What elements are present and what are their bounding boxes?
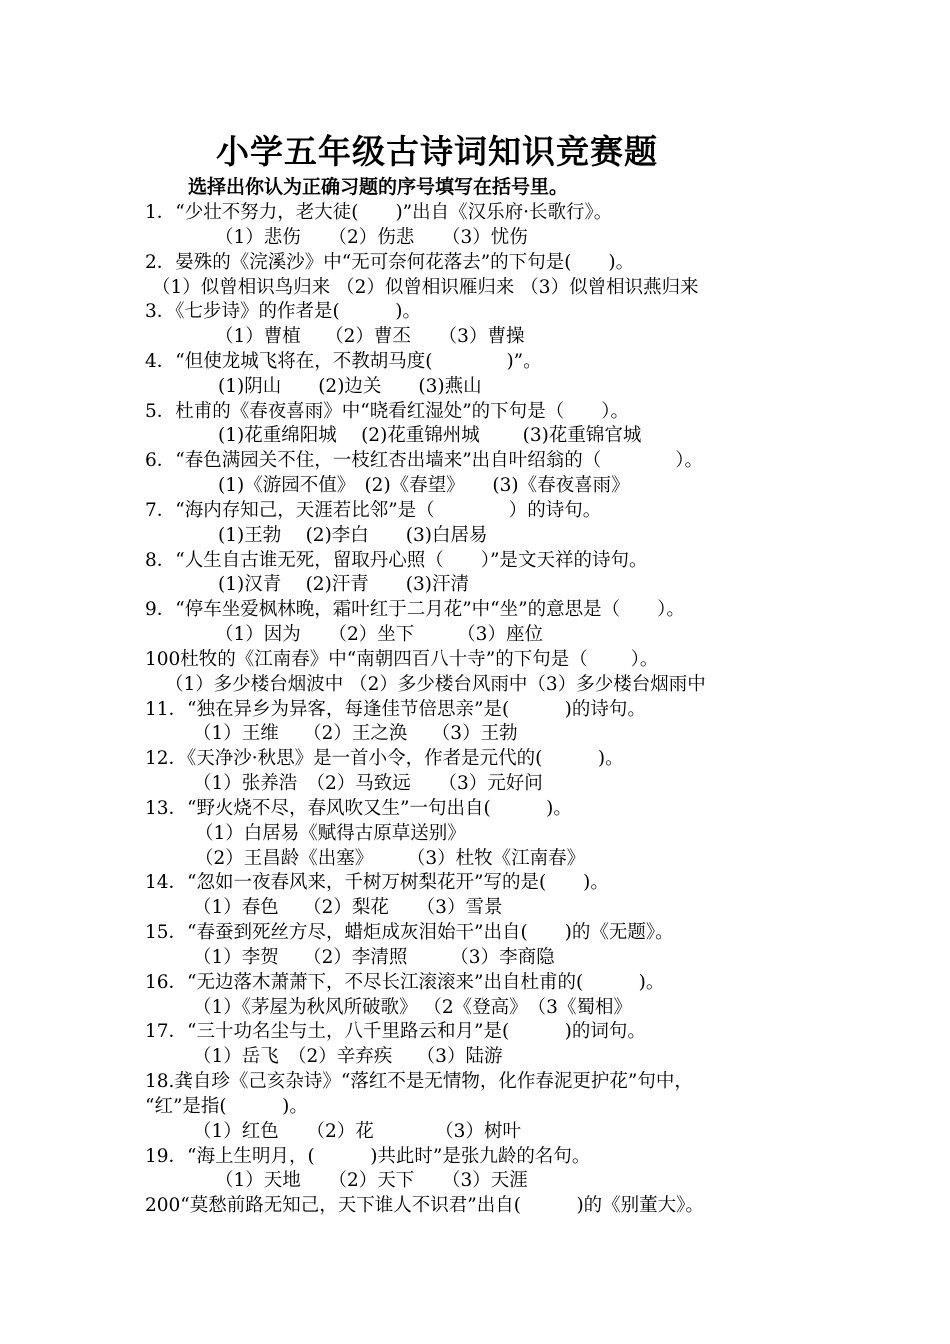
question-2-options: （1）似曾相识鸟归来 （2）似曾相识雁归来 （3）似曾相识燕归来 bbox=[152, 277, 699, 298]
question-17: 17．“三十功名尘与土，八千里路云和月”是( )的词句。 bbox=[145, 1021, 646, 1042]
question-19: 19．“海上生明月，( )共此时”是张九龄的名句。 bbox=[145, 1146, 591, 1167]
question-6-options: (1)《游园不值》 (2)《春望》 (3)《春夜喜雨》 bbox=[218, 475, 630, 496]
question-9: 9．“停车坐爱枫林晚，霜叶红于二月花”中“坐”的意思是（ ）。 bbox=[145, 599, 685, 620]
question-8: 8．“人生自古谁无死，留取丹心照（ ）”是文天祥的诗句。 bbox=[145, 550, 648, 571]
question-12-options: （1）张养浩 （2）马致远 （3）元好问 bbox=[193, 773, 543, 794]
question-5-options: (1)花重绵阳城 (2)花重锦州城 (3)花重锦官城 bbox=[218, 425, 642, 446]
question-4: 4．“但使龙城飞将在，不教胡马度( )”。 bbox=[145, 351, 542, 372]
question-6: 6．“春色满园关不住，一枝红杏出墙来”出自叶绍翁的（ ）。 bbox=[145, 450, 703, 471]
question-18-options: （1）红色 （2）花 （3）树叶 bbox=[193, 1121, 521, 1142]
page-title: 小学五年级古诗词知识竞赛题 bbox=[216, 132, 658, 171]
question-19-options: （1）天地 （2）天下 （3）天涯 bbox=[215, 1170, 528, 1191]
question-15: 15．“春蚕到死丝方尽，蜡炬成灰泪始干”出自( )的《无题》。 bbox=[145, 922, 674, 943]
question-3: 3．《七步诗》的作者是( )。 bbox=[145, 301, 421, 322]
question-12: 12．《天净沙·秋思》是一首小令，作者是元代的( )。 bbox=[145, 748, 624, 769]
question-8-options: (1)汉青 (2)汗青 (3)汗清 bbox=[218, 574, 469, 595]
instruction-text: 选择出你认为正确习题的序号填写在括号里。 bbox=[188, 176, 569, 198]
question-17-options: （1）岳飞 （2）辛弃疾 （3）陆游 bbox=[193, 1046, 503, 1067]
question-15-options: （1）李贺 （2）李清照 （3）李商隐 bbox=[193, 947, 555, 968]
question-16-options: （1）《茅屋为秋风所破歌》 （2《登高》 （3《蜀相》 bbox=[193, 997, 632, 1018]
question-13-option-1: （1）白居易《赋得古原草送别》 bbox=[195, 823, 466, 844]
question-18: 18.龚自珍《己亥杂诗》“落红不是无情物，化作春泥更护花”句中， bbox=[145, 1071, 693, 1092]
question-1-options: （1）悲伤 （2）伤悲 （3）忧伤 bbox=[215, 227, 528, 248]
question-10: 100杜牧的《江南春》中“南朝四百八十寺”的下句是（ ）。 bbox=[145, 649, 659, 670]
question-5: 5．杜甫的《春夜喜雨》中“晓看红湿处”的下句是（ ）。 bbox=[145, 401, 629, 422]
question-14: 14．“忽如一夜春风来，千树万树梨花开”写的是( )。 bbox=[145, 872, 609, 893]
question-3-options: （1）曹植 （2）曹丕 （3）曹操 bbox=[215, 326, 525, 347]
question-18-continued: “红”是指( )。 bbox=[145, 1096, 308, 1117]
question-11: 11．“独在异乡为异客，每逢佳节倍思亲”是( )的诗句。 bbox=[145, 699, 646, 720]
question-1: 1．“少壮不努力，老大徒( )”出自《汉乐府·长歌行》。 bbox=[145, 202, 613, 223]
question-7: 7．“海内存知己，天涯若比邻”是（ ）的诗句。 bbox=[145, 500, 602, 521]
question-7-options: (1)王勃 (2)李白 (3)白居易 bbox=[218, 525, 488, 546]
question-20: 200“莫愁前路无知己，天下谁人不识君”出自( )的《别董大》。 bbox=[145, 1195, 704, 1216]
question-4-options: (1)阴山 (2)边关 (3)燕山 bbox=[218, 376, 482, 397]
question-14-options: （1）春色 （2）梨花 （3）雪景 bbox=[193, 897, 503, 918]
question-13: 13．“野火烧不尽，春风吹又生”一句出自( )。 bbox=[145, 798, 572, 819]
question-2: 2．晏殊的《浣溪沙》中“无可奈何花落去”的下句是( )。 bbox=[145, 252, 635, 273]
question-11-options: （1）王维 （2）王之涣 （3）王勃 bbox=[193, 723, 518, 744]
question-13-options-2-3: （2）王昌龄《出塞》 （3）杜牧《江南春》 bbox=[195, 848, 586, 869]
question-9-options: （1）因为 （2）坐下 （3）座位 bbox=[215, 624, 543, 645]
question-10-options: （1）多少楼台烟波中 （2）多少楼台风雨中（3）多少楼台烟雨中 bbox=[165, 674, 706, 695]
question-16: 16．“无边落木萧萧下，不尽长江滚滚来”出自杜甫的( )。 bbox=[145, 972, 665, 993]
